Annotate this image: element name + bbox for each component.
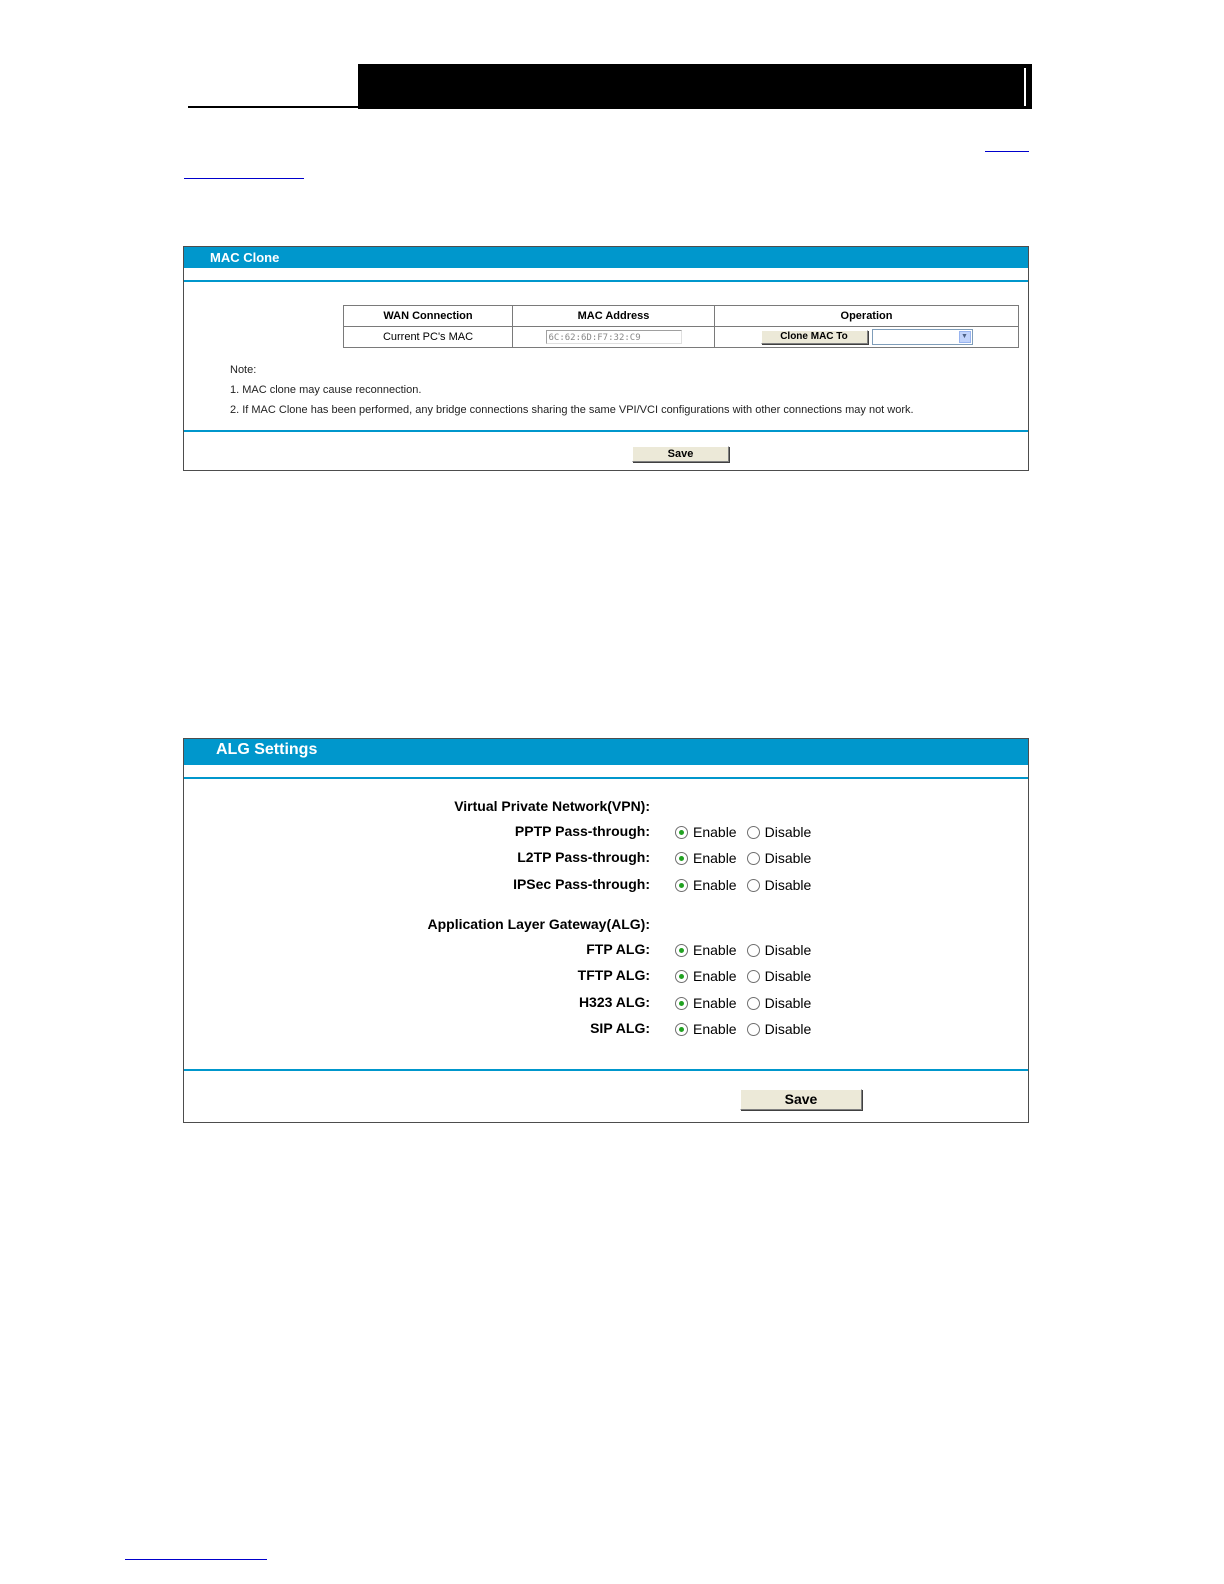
note-heading: Note: [230,364,257,376]
col-wan-connection: WAN Connection [344,306,513,327]
clone-mac-to-button[interactable]: Clone MAC To [761,330,868,344]
col-operation: Operation [715,306,1019,327]
enable-label: Enable [693,850,737,866]
alg-save-button[interactable]: Save [740,1089,862,1110]
document-link-underline[interactable] [985,151,1029,152]
l2tp-label: L2TP Pass-through: [517,849,650,865]
mac-clone-table [343,305,1019,348]
tftp-alg-radio-group [675,968,821,984]
tftp-alg-enable-radio[interactable] [675,970,688,983]
disable-label: Disable [764,877,812,893]
mac-clone-save-button[interactable]: Save [632,446,729,462]
mac-clone-top-rule [184,280,1028,282]
alg-bottom-rule [184,1069,1028,1071]
header-bar-divider [1024,68,1026,106]
enable-label: Enable [693,1021,737,1037]
document-link-underline-continued[interactable] [184,178,304,179]
chevron-down-icon[interactable]: ▼ [959,331,971,343]
ipsec-radio-group [675,877,821,893]
alg-top-rule [184,777,1028,779]
l2tp-enable-radio[interactable] [675,852,688,865]
ipsec-disable-radio[interactable] [747,879,760,892]
sip-alg-disable-radio[interactable] [747,1023,760,1036]
l2tp-disable-radio[interactable] [747,852,760,865]
ftp-alg-radio-group [675,942,821,958]
ftp-alg-enable-radio[interactable] [675,944,688,957]
vpn-heading: Virtual Private Network(VPN): [454,798,650,814]
table-header-row [344,306,1019,327]
pptp-radio-group [675,824,821,840]
operation-cell [715,327,1019,348]
current-pc-mac-label: Current PC's MAC [344,327,513,348]
sip-alg-label: SIP ALG: [590,1020,650,1036]
header-underline [188,106,358,108]
enable-label: Enable [693,995,737,1011]
h323-alg-radio-group [675,995,821,1011]
pptp-label: PPTP Pass-through: [514,823,650,839]
sip-alg-radio-group [675,1021,821,1037]
alg-heading: Application Layer Gateway(ALG): [427,916,650,932]
tftp-alg-label: TFTP ALG: [577,967,650,983]
ipsec-label: IPSec Pass-through: [513,876,650,892]
alg-settings-title: ALG Settings [184,739,1028,765]
h323-alg-label: H323 ALG: [578,994,650,1010]
disable-label: Disable [764,850,812,866]
mac-address-field[interactable]: 6C:62:6D:F7:32:C9 [546,330,682,344]
l2tp-radio-group [675,850,821,866]
enable-label: Enable [693,824,737,840]
enable-label: Enable [693,942,737,958]
note-item-1: 1. MAC clone may cause reconnection. [230,384,422,396]
mac-clone-title: MAC Clone [184,247,1028,268]
mac-clone-bottom-rule [184,430,1028,432]
disable-label: Disable [764,968,812,984]
table-row [344,327,1019,348]
mac-clone-panel [183,246,1029,471]
pptp-enable-radio[interactable] [675,826,688,839]
pptp-disable-radio[interactable] [747,826,760,839]
disable-label: Disable [764,824,812,840]
enable-label: Enable [693,877,737,893]
ftp-alg-label: FTP ALG: [586,941,650,957]
footer-link-underline[interactable] [125,1559,267,1560]
header-bar [358,64,1032,109]
ftp-alg-disable-radio[interactable] [747,944,760,957]
alg-settings-panel [183,738,1029,1123]
disable-label: Disable [764,995,812,1011]
h323-alg-enable-radio[interactable] [675,997,688,1010]
clone-target-select[interactable] [872,329,973,345]
enable-label: Enable [693,968,737,984]
h323-alg-disable-radio[interactable] [747,997,760,1010]
disable-label: Disable [764,1021,812,1037]
col-mac-address: MAC Address [513,306,715,327]
mac-address-cell [513,327,715,348]
sip-alg-enable-radio[interactable] [675,1023,688,1036]
tftp-alg-disable-radio[interactable] [747,970,760,983]
note-item-2: 2. If MAC Clone has been performed, any bridge connections sharing the same VPI/VCI configurations with other connections may not work. [230,404,914,416]
disable-label: Disable [764,942,812,958]
ipsec-enable-radio[interactable] [675,879,688,892]
